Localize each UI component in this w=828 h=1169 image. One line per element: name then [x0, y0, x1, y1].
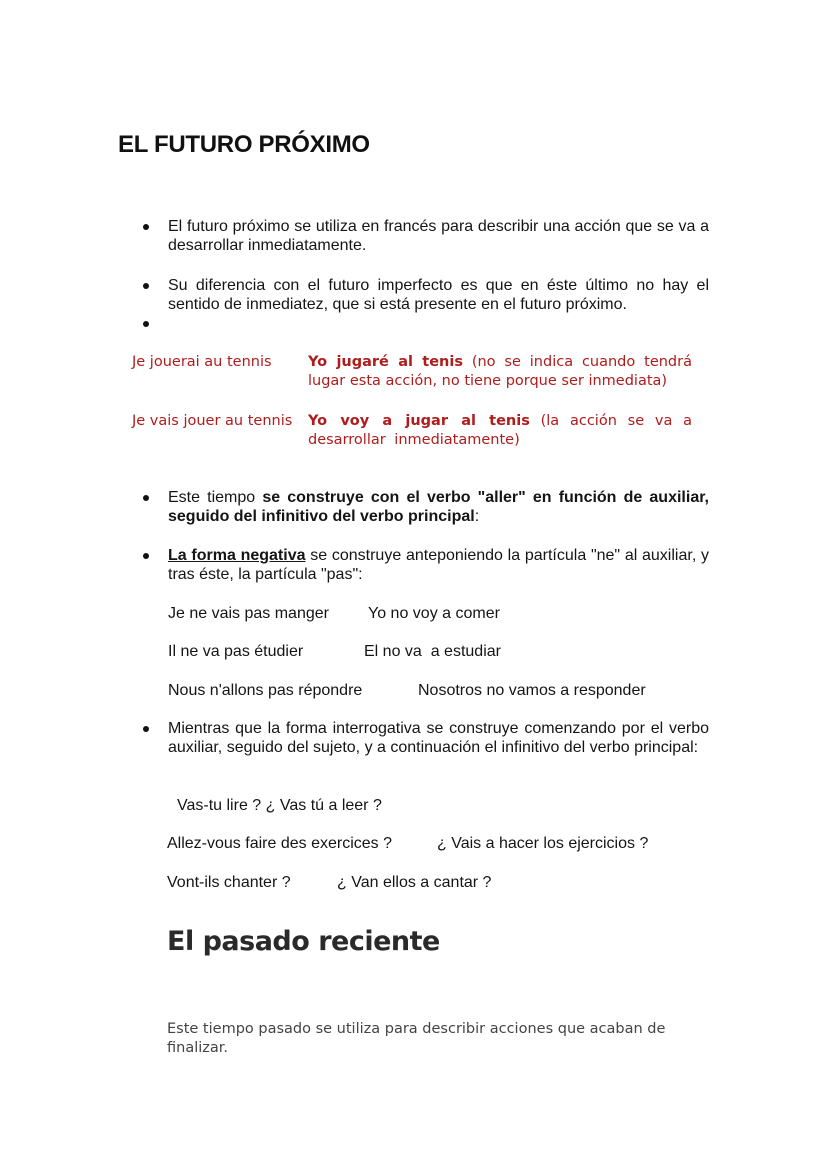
construction-prefix: Este tiempo [168, 489, 263, 506]
construction-bold: se construye con el verbo "aller" en función de auxiliar, seguido del infinitivo del verbo principal [168, 489, 710, 525]
interrogative-example-fr-2: Allez-vous faire des exercices ? [167, 835, 392, 852]
bullet-icon [143, 726, 149, 732]
construction-suffix: : [474, 508, 480, 525]
negative-example-es-3: Nosotros no vamos a responder [418, 682, 646, 699]
bullet-icon [143, 283, 149, 289]
negative-example-es-1: Yo no voy a comer [368, 605, 500, 622]
interrogative-example-fr-1: Vas-tu lire ? [177, 797, 262, 814]
comparison-french-1: Je jouerai au tennis [132, 354, 272, 370]
section-heading: El pasado reciente [167, 926, 440, 957]
negative-example-fr-3: Nous n'allons pas répondre [168, 682, 363, 699]
bullet-text-1: El futuro próximo se utiliza en francés para describir una acción que se va a desarrollar inmediatamente. [168, 218, 709, 254]
negative-example-es-2: El no va a estudiar [364, 643, 501, 660]
negative-example-fr-2: Il ne va pas étudier [168, 643, 304, 660]
comparison-spanish-2 [308, 412, 692, 450]
negative-text [168, 546, 709, 584]
comparison-spanish-1 [308, 353, 692, 391]
construction-text [168, 488, 709, 526]
section-body: Este tiempo pasado se utiliza para describir acciones que acaban de finalizar. [167, 1021, 666, 1056]
interrogative-text: Mientras que la forma interrogativa se construye comenzando por el verbo auxiliar, seguido del sujeto, y a continuación el infinitivo del verbo principal: [168, 720, 709, 756]
bullet-text-2: Su diferencia con el futuro imperfecto es que en éste último no hay el sentido de inmediatez, que si está presente en el futuro próximo. [168, 277, 709, 313]
negative-label: La forma negativa [168, 547, 306, 564]
comparison-spanish-note-1: (no se indica cuando tendrá lugar esta acción, no tiene porque ser inmediata) [308, 354, 692, 389]
comparison-spanish-note-2: (la acción se va a desarrollar inmediatamente) [308, 413, 692, 448]
page-title: EL FUTURO PRÓXIMO [118, 131, 370, 158]
interrogative-example-es-2: ¿ Vais a hacer los ejercicios ? [437, 835, 649, 852]
comparison-french-2: Je vais jouer au tennis [132, 413, 293, 429]
interrogative-example-es-1: ¿ Vas tú a leer ? [265, 797, 382, 814]
interrogative-example-es-3: ¿ Van ellos a cantar ? [337, 874, 492, 891]
bullet-icon [143, 495, 149, 501]
bullet-icon [143, 321, 149, 327]
negative-example-fr-1: Je ne vais pas manger [168, 605, 329, 622]
comparison-spanish-bold-2: Yo voy a jugar al tenis [308, 413, 530, 429]
comparison-spanish-bold-1: Yo jugaré al tenis [308, 354, 463, 370]
interrogative-example-1 [177, 796, 382, 815]
negative-description: se construye anteponiendo la partícula "ne" al auxiliar, y tras éste, la partícula "pas": [168, 547, 709, 583]
bullet-icon [143, 224, 149, 230]
bullet-icon [143, 553, 149, 559]
interrogative-example-fr-3: Vont-ils chanter ? [167, 874, 291, 891]
